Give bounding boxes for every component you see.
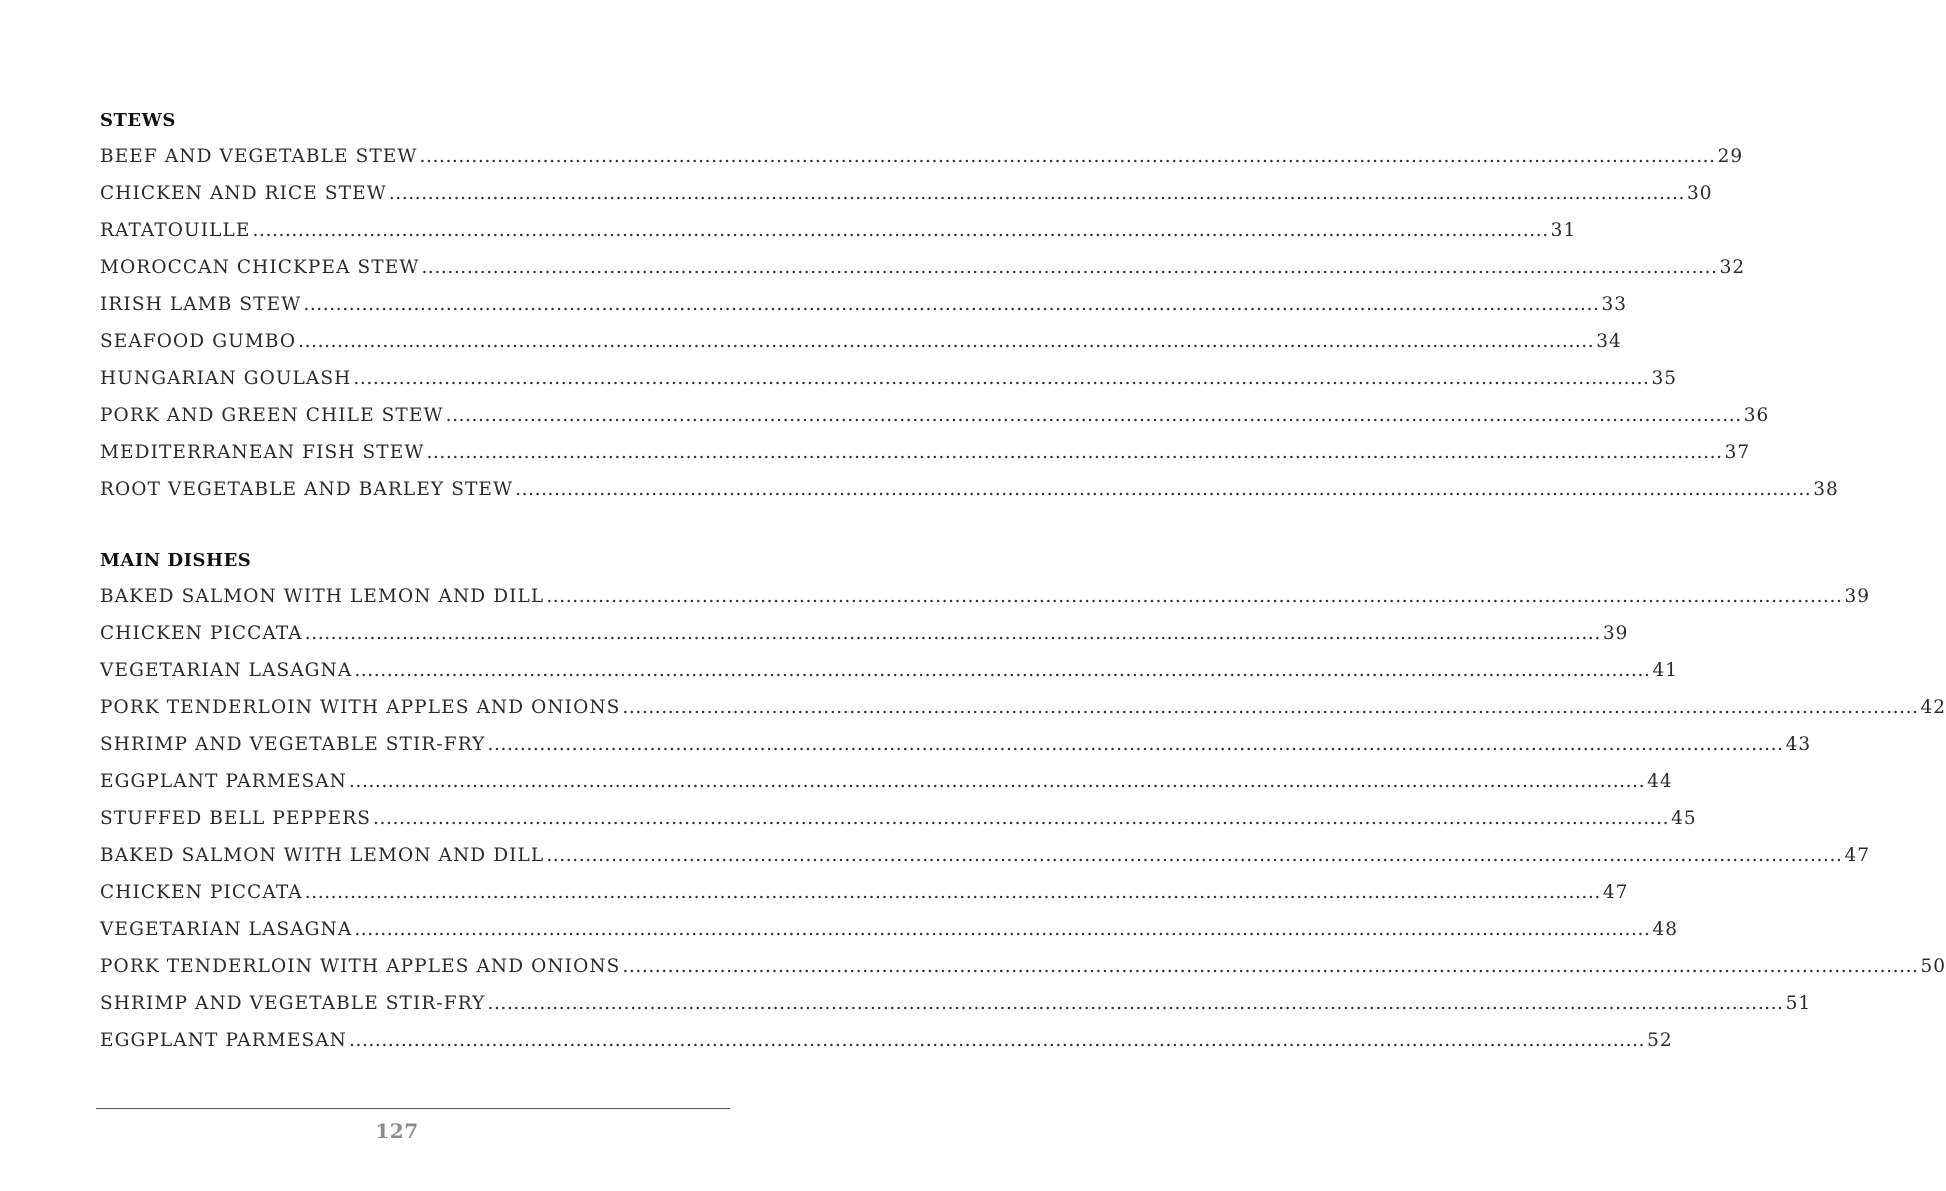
toc-entry[interactable] [100,985,1812,1022]
toc-entry[interactable] [100,874,1629,911]
entry-page-number: 50 [1920,956,1946,977]
toc-list [100,578,1946,1059]
dot-leader: ........................................................................................................................................................................................................ [303,294,1600,315]
dot-leader: ........................................................................................................................................................................................................ [353,368,1650,389]
dot-leader: ........................................................................................................................................................................................................ [304,882,1601,903]
entry-page-number: 43 [1785,734,1812,755]
entry-title: SEAFOOD GUMBO [100,331,297,352]
toc-entry[interactable] [100,175,1713,212]
entry-page-number: 48 [1652,919,1678,940]
entry-page-number: 35 [1651,368,1678,389]
entry-title: BAKED SALMON WITH LEMON AND DILL [100,845,545,866]
entry-page-number: 39 [1602,623,1629,644]
entry-page-number: 36 [1743,405,1770,426]
entry-page-number: 29 [1717,146,1744,167]
entry-title: RATATOUILLE [100,220,251,241]
entry-title: MOROCCAN CHICKPEA STEW [100,257,420,278]
entry-title: CHICKEN PICCATA [100,623,303,644]
entry-title: PORK AND GREEN CHILE STEW [100,405,444,426]
footer-divider [96,1108,730,1109]
dot-leader: ........................................................................................................................................................................................................ [373,808,1670,829]
entry-title: PORK TENDERLOIN WITH APPLES AND ONIONS [100,956,621,977]
dot-leader: ........................................................................................................................................................................................................ [421,257,1718,278]
entry-page-number: 45 [1671,808,1697,829]
toc-entry[interactable] [100,397,1770,434]
entry-page-number: 38 [1813,479,1839,500]
dot-leader: ........................................................................................................................................................................................................ [419,146,1716,167]
toc-entry[interactable] [100,726,1812,763]
toc-entry[interactable] [100,286,1628,323]
section-title: MAIN DISHES [100,550,252,571]
toc-entry[interactable] [100,837,1870,874]
toc-entry[interactable] [100,615,1629,652]
entry-page-number: 33 [1601,294,1628,315]
dot-leader: ........................................................................................................................................................................................................ [546,586,1843,607]
toc-entry[interactable] [100,689,1946,726]
page-number: 127 [375,1119,419,1143]
entry-page-number: 52 [1647,1030,1673,1051]
dot-leader: ........................................................................................................................................................................................................ [426,442,1723,463]
toc-list [100,138,1839,508]
entry-title: EGGPLANT PARMESAN [100,1030,347,1051]
dot-leader: ........................................................................................................................................................................................................ [487,993,1784,1014]
toc-entry[interactable] [100,911,1678,948]
toc-entry[interactable] [100,1022,1673,1059]
dot-leader: ........................................................................................................................................................................................................ [354,660,1651,681]
dot-leader: ........................................................................................................................................................................................................ [348,1030,1646,1051]
entry-page-number: 39 [1844,586,1870,607]
table-of-contents [100,104,1946,1059]
entry-page-number: 44 [1647,771,1673,792]
entry-title: BAKED SALMON WITH LEMON AND DILL [100,586,545,607]
section-spacer [100,508,727,544]
entry-title: BEEF AND VEGETABLE STEW [100,146,418,167]
toc-entry[interactable] [100,471,1839,508]
entry-title: VEGETARIAN LASAGNA [100,919,353,940]
entry-page-number: 30 [1686,183,1713,204]
toc-entry[interactable] [100,138,1744,175]
entry-page-number: 31 [1550,220,1577,241]
dot-leader: ........................................................................................................................................................................................................ [252,220,1549,241]
dot-leader: ........................................................................................................................................................................................................ [388,183,1685,204]
dot-leader: ........................................................................................................................................................................................................ [348,771,1646,792]
dot-leader: ........................................................................................................................................................................................................ [622,697,1919,718]
entry-title: VEGETARIAN LASAGNA [100,660,353,681]
entry-title: PORK TENDERLOIN WITH APPLES AND ONIONS [100,697,621,718]
entry-page-number: 32 [1719,257,1746,278]
toc-entry[interactable] [100,249,1746,286]
entry-title: ROOT VEGETABLE AND BARLEY STEW [100,479,514,500]
entry-title: IRISH LAMB STEW [100,294,302,315]
entry-page-number: 37 [1724,442,1751,463]
entry-page-number: 34 [1596,331,1622,352]
section-stews [100,104,1839,508]
entry-title: SHRIMP AND VEGETABLE STIR-FRY [100,734,486,755]
toc-entry[interactable] [100,800,1697,837]
entry-title: CHICKEN PICCATA [100,882,303,903]
entry-page-number: 51 [1785,993,1812,1014]
entry-title: MEDITERRANEAN FISH STEW [100,442,425,463]
entry-title: HUNGARIAN GOULASH [100,368,352,389]
dot-leader: ........................................................................................................................................................................................................ [515,479,1812,500]
entry-page-number: 41 [1652,660,1678,681]
toc-entry[interactable] [100,434,1751,471]
toc-entry[interactable] [100,212,1577,249]
dot-leader: ........................................................................................................................................................................................................ [304,623,1601,644]
entry-title: EGGPLANT PARMESAN [100,771,347,792]
entry-page-number: 47 [1844,845,1870,866]
entry-page-number: 42 [1920,697,1946,718]
section-main-dishes [100,544,1946,1059]
entry-title: SHRIMP AND VEGETABLE STIR-FRY [100,993,486,1014]
entry-title: STUFFED BELL PEPPERS [100,808,372,829]
toc-entry[interactable] [100,652,1678,689]
section-title: STEWS [100,110,176,131]
entry-title: CHICKEN AND RICE STEW [100,183,387,204]
dot-leader: ........................................................................................................................................................................................................ [298,331,1595,352]
dot-leader: ........................................................................................................................................................................................................ [487,734,1784,755]
dot-leader: ........................................................................................................................................................................................................ [354,919,1651,940]
dot-leader: ........................................................................................................................................................................................................ [445,405,1742,426]
entry-page-number: 47 [1602,882,1629,903]
toc-entry[interactable] [100,360,1678,397]
toc-entry[interactable] [100,763,1673,800]
toc-entry[interactable] [100,323,1622,360]
dot-leader: ........................................................................................................................................................................................................ [622,956,1919,977]
toc-entry[interactable] [100,948,1946,985]
toc-entry[interactable] [100,578,1870,615]
dot-leader: ........................................................................................................................................................................................................ [546,845,1843,866]
